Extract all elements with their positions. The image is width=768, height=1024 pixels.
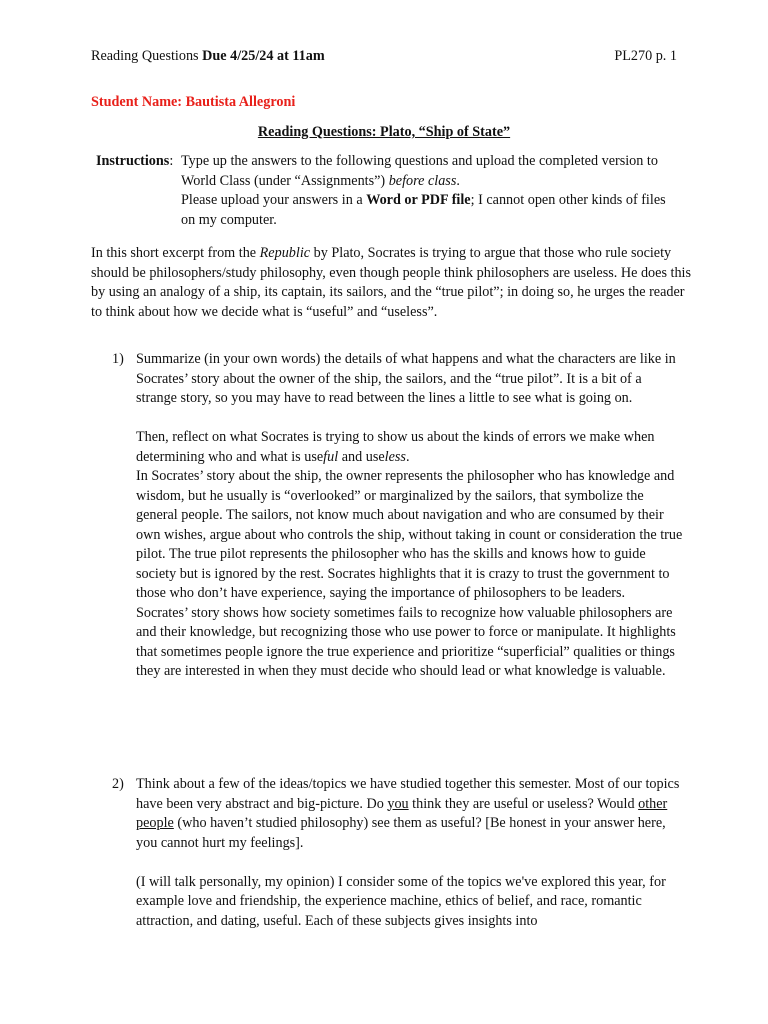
question-2-number: 2): [112, 776, 124, 792]
document-title: Reading Questions: Plato, “Ship of State”: [257, 124, 511, 140]
reflect-emphasis: ful: [323, 448, 339, 465]
question-1-prompt: Summarize (in your own words) the details of what happens and what the characters are like in Socrates’ story about the owner of the ship, the sailors, and the “true pilot”. It is a bit of a strange story, so you may have to read between the lines a little to see what is going on.: [136, 351, 676, 406]
intro-text: In this short excerpt from the: [91, 245, 260, 261]
prompt-underlined: you: [387, 795, 409, 812]
question-1-answer-1: In Socrates’ story about the ship, the owner represents the philosopher who has knowledge and wisdom, but he usually is “overlooked” or marginalized by the sailors, that symbolize the general people. The sailors, not know much about navigation and who are consumed by their own wishes, argue about who controls the ship, without taking in count or consideration the true pilot. The true pilot represents the philosopher who has the skills and knows how to guide society but is ignored by the rest. Socrates highlights that it is crazy to trust the government to those who don’t have experience, saying the importance of philosophers to be leaders.: [136, 468, 683, 601]
question-1-answer-2: Socrates’ story shows how society sometimes fails to recognize how valuable philosophers are and their knowledge, but recognizing those who use power to force or manipulate. It highlights that sometimes people ignore the true experience and prioritize “superficial” qualities or things they are interested in when they must decide who should lead or what knowledge is valuable.: [136, 604, 676, 679]
student-name: Student Name: Bautista Allegroni: [91, 94, 296, 110]
page-header-right: PL270 p. 1: [614, 48, 677, 64]
instructions-text: Type up the answers to the following questions and upload the completed version to World Class (under “Assignments”): [181, 153, 658, 189]
instructions-body: [181, 152, 681, 230]
intro-book-title: Republic: [259, 245, 311, 261]
instructions-emphasis: before class: [388, 172, 457, 189]
instructions-text: ; I cannot open other kinds of files on my computer.: [181, 192, 666, 228]
page-header-left: [91, 47, 325, 66]
instructions-text: .: [456, 172, 460, 189]
instructions-label: [96, 152, 173, 172]
question-1-number: 1): [112, 351, 124, 367]
instructions-line-2: [181, 191, 681, 230]
instructions-line-1: [181, 152, 681, 191]
question-2-answer: (I will talk personally, my opinion) I consider some of the topics we've explored this year, for example love and friendship, the experience machine, ethics of belief, and race, romantic attraction, and dating, useful. Each of these subjects gives insights into: [136, 873, 666, 929]
prompt-text: (who haven’t studied philosophy) see them as useful? [Be honest in your answer here, you cannot hurt my feelings].: [136, 815, 666, 851]
header-due-date: Due 4/25/24 at 11am: [202, 48, 325, 64]
reflect-text: .: [405, 448, 410, 465]
intro-paragraph: [91, 244, 691, 322]
question-1-reflect: [136, 428, 686, 467]
question-2-prompt: [136, 775, 686, 853]
prompt-text: Think about a few of the ideas/topics we have studied together this semester. Most of our topics have been very abstract and big-picture. Do: [136, 776, 680, 812]
question-1: [136, 350, 686, 682]
instructions-text: Please upload your answers in a: [181, 192, 367, 208]
question-2: [136, 775, 686, 931]
spacer: [136, 409, 686, 429]
reflect-emphasis: less: [384, 448, 406, 465]
prompt-text: think they are useful or useless? Would: [408, 795, 639, 812]
header-course-label: Reading Questions: [91, 48, 203, 64]
intro-text: by Plato, Socrates is trying to argue that those who rule society should be philosophers/study philosophy, even though people think philosophers are useless. He does this by using an analogy of a ship, its captain, its sailors, and the “true pilot”; in doing so, he urges the reader to think about how we decide what is “useful” and “useless”.: [91, 245, 692, 320]
spacer: [136, 853, 686, 873]
instructions-colon: :: [169, 153, 174, 169]
prompt-underlined: other people: [136, 795, 668, 831]
reflect-text: Then, reflect on what Socrates is trying to show us about the kinds of errors we make when determining who and what is use: [136, 429, 655, 465]
instructions-label-text: Instructions: [96, 153, 170, 169]
instructions-file-type: Word or PDF file: [366, 192, 471, 208]
reflect-text: and use: [338, 448, 385, 465]
